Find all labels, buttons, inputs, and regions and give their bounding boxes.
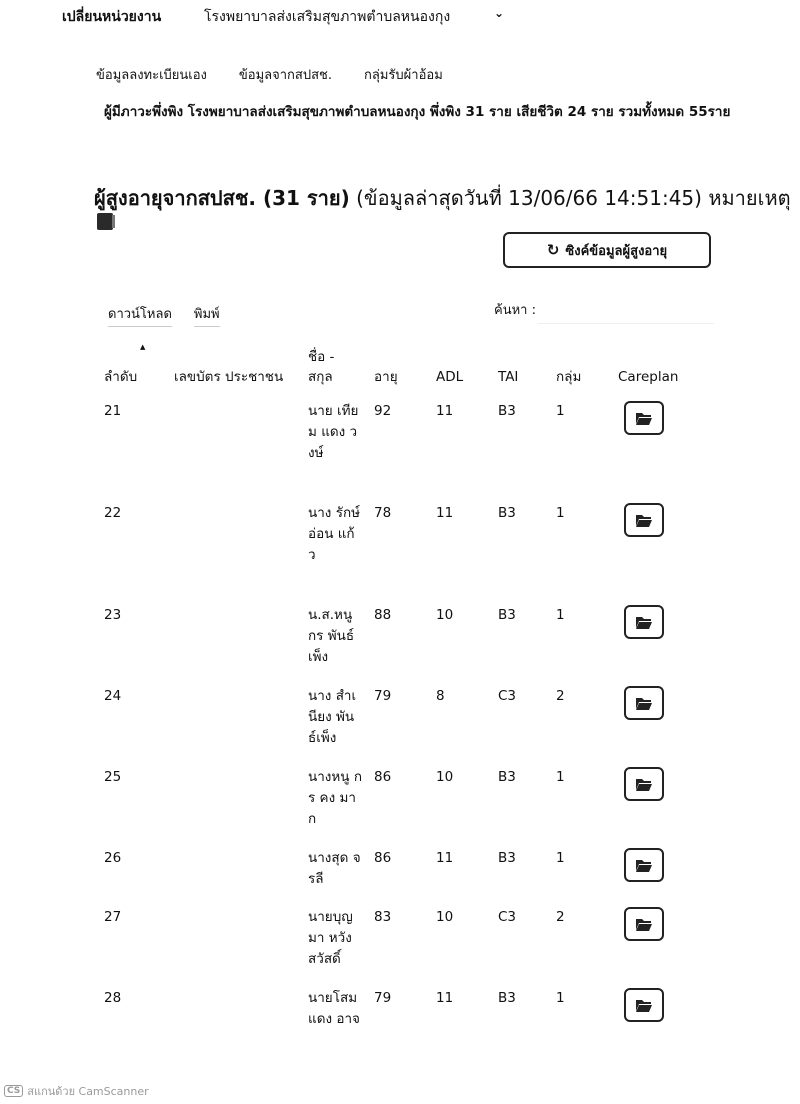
tai-class: C3 [498,688,517,704]
table-row [98,988,694,1058]
note-label: หมายเหตุ [708,186,791,210]
tai-class: B3 [498,607,516,623]
care-group: 1 [556,990,565,1006]
col-name[interactable]: ชื่อ - สกุล [308,349,335,385]
adl-score: 10 [436,909,454,925]
patient-name: นายโสม แดง อาจ [308,990,360,1027]
citizen-id [168,686,302,767]
folder-open-icon [636,616,652,629]
table-row [98,605,694,686]
careplan-button[interactable] [624,767,664,801]
unit-select-value: โรงพยาบาลส่งเสริมสุขภาพตำบลหนองกุง [204,9,451,25]
care-group: 1 [556,403,565,419]
care-group: 1 [556,607,565,623]
tab-self-register[interactable]: ข้อมูลลงทะเบียนเอง [96,68,207,83]
care-group: 2 [556,688,565,704]
careplan-button[interactable] [624,848,664,882]
sync-button-label: ซิงค์ข้อมูลผู้สูงอายุ [565,243,668,259]
camscanner-logo: CS [4,1085,23,1097]
unit-select[interactable] [204,6,504,28]
careplan-button[interactable] [624,988,664,1022]
folder-open-icon [636,778,652,791]
row-number: 28 [104,990,122,1006]
folder-open-icon [636,697,652,710]
careplan-cell [612,503,694,605]
refresh-icon: ↻ [546,241,560,259]
col-no[interactable]: ▲ ลำดับ [104,343,146,385]
citizen-id [168,605,302,686]
tai-class: B3 [498,990,516,1006]
patient-name: นาง รักษ์ อ่อน แก้ว [308,505,361,563]
citizen-id [168,848,302,907]
patient-name: นางสุด จรลี [308,850,361,887]
row-number: 23 [104,607,122,623]
table-row [98,907,694,988]
print-button[interactable]: พิมพ์ [194,303,220,327]
sort-icon: ▲ [140,343,146,351]
patient-age: 78 [374,505,392,521]
tai-class: C3 [498,909,517,925]
folder-open-icon [636,412,652,425]
citizen-id [168,401,302,503]
col-careplan[interactable]: Careplan [618,369,679,385]
patient-age: 79 [374,990,392,1006]
table-row [98,686,694,767]
table-row [98,401,694,503]
folder-open-icon [636,918,652,931]
table-row [98,767,694,848]
careplan-button[interactable] [624,605,664,639]
citizen-id [168,767,302,848]
careplan-button[interactable] [624,503,664,537]
row-number: 25 [104,769,122,785]
careplan-cell [612,686,694,767]
patient-age: 79 [374,688,392,704]
citizen-id [168,503,302,605]
col-id[interactable]: เลขบัตร ประชาชน [174,369,284,385]
elderly-table [98,345,694,1058]
patient-name: นาง สำเนียง พันธ์เพ็ง [308,688,357,746]
tab-diaper-group[interactable]: กลุ่มรับผ้าอ้อม [364,68,443,83]
patient-age: 83 [374,909,392,925]
careplan-button[interactable] [624,907,664,941]
row-number: 27 [104,909,122,925]
citizen-id [168,907,302,988]
watermark-text: สแกนด้วย CamScanner [27,1085,149,1098]
col-tai[interactable]: TAI [498,369,519,385]
patient-name: นายบุญ มา หวัง สวัสดิ์ [308,909,353,967]
scanner-watermark [4,1082,149,1100]
patient-age: 92 [374,403,392,419]
search-label: ค้นหา : [494,303,536,318]
col-age[interactable]: อายุ [374,369,398,385]
careplan-cell [612,848,694,907]
care-group: 1 [556,850,565,866]
table-header-row [98,345,694,401]
search-input[interactable] [538,297,714,324]
careplan-cell [612,767,694,848]
careplan-cell [612,988,694,1058]
careplan-cell [612,907,694,988]
page-title [94,182,791,214]
tai-class: B3 [498,769,516,785]
careplan-button[interactable] [624,401,664,435]
tab-bar [96,64,443,85]
table-row [98,503,694,605]
folder-open-icon [636,999,652,1012]
patient-name: น.ส.หนู กร พันธ์ เพ็ง [308,607,355,665]
sync-elderly-button[interactable] [503,232,711,268]
row-number: 22 [104,505,122,521]
table-toolbar [108,303,220,327]
care-group: 1 [556,505,565,521]
tai-class: B3 [498,850,516,866]
col-adl[interactable]: ADL [436,369,464,385]
download-button[interactable]: ดาวน์โหลด [108,303,172,327]
adl-score: 10 [436,607,454,623]
patient-name: นาย เทียม แดง วงษ์ [308,403,359,461]
col-group[interactable]: กลุ่ม [556,369,582,385]
adl-score: 8 [436,688,445,704]
dependency-summary: ผู้มีภาวะพึ่งพิง โรงพยาบาลส่งเสริมสุขภาพตำบลหนองกุง พึ่งพิง 31 ราย เสียชีวิต 24 ราย รวมทั้งหมด 55ราย [104,104,731,120]
table-row [98,848,694,907]
care-group: 2 [556,909,565,925]
patient-age: 86 [374,769,392,785]
patient-age: 86 [374,850,392,866]
care-group: 1 [556,769,565,785]
row-number: 26 [104,850,122,866]
last-updated: (ข้อมูลล่าสุดวันที่ 13/06/66 14:51:45) [356,186,702,210]
page-title-main: ผู้สูงอายุจากสปสช. (31 ราย) [94,186,350,210]
tab-nhso[interactable]: ข้อมูลจากสปสช. [238,68,333,83]
unit-switcher [62,6,161,28]
patient-name: นางหนู กร คง มาก [308,769,362,827]
row-number: 24 [104,688,122,704]
careplan-cell [612,605,694,686]
adl-score: 10 [436,769,454,785]
unit-label: เปลี่ยนหน่วยงาน [62,9,162,25]
note-icon[interactable] [97,213,113,230]
adl-score: 11 [436,505,454,521]
patient-age: 88 [374,607,392,623]
adl-score: 11 [436,990,454,1006]
row-number: 21 [104,403,122,419]
chevron-down-icon: ⌄ [493,6,504,20]
folder-open-icon [636,514,652,527]
tai-class: B3 [498,505,516,521]
adl-score: 11 [436,850,454,866]
citizen-id [168,988,302,1058]
folder-open-icon [636,859,652,872]
careplan-button[interactable] [624,686,664,720]
careplan-cell [612,401,694,503]
tai-class: B3 [498,403,516,419]
adl-score: 11 [436,403,454,419]
